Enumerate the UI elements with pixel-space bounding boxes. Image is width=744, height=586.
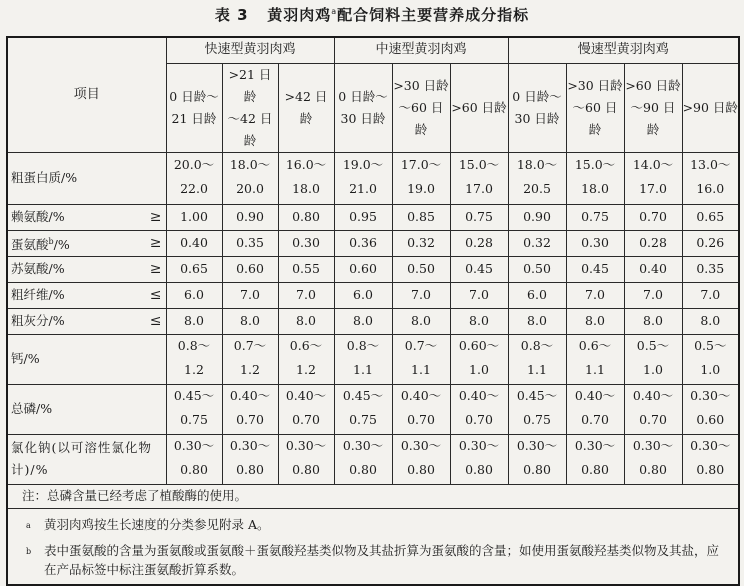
table-cell (222, 334, 278, 384)
stage-header (222, 63, 278, 152)
table-cell (566, 384, 624, 434)
row-label (7, 256, 166, 282)
cell-line: 0.6～ (578, 338, 612, 354)
table-title (0, 4, 744, 25)
cell-line: 0.80 (236, 462, 264, 478)
row-label (7, 204, 166, 230)
table-cell: 0.26 (682, 230, 739, 256)
group-fast: 快速型黄羽肉鸡 (166, 37, 334, 63)
cell-line: 19.0～ (342, 157, 384, 172)
table-cell (392, 334, 450, 384)
stage-line: ～90 日龄 (630, 99, 676, 137)
table-cell: 0.40 (166, 230, 222, 256)
cell-line: 0.80 (581, 462, 609, 478)
cell-line: 18.0 (292, 181, 320, 196)
title-suffix: 配合饲料主要营养成分指标 (337, 6, 530, 24)
cell-line: 0.75 (523, 412, 551, 428)
cell-line: 0.30～ (342, 438, 384, 454)
table-cell: 8.0 (624, 308, 682, 334)
cell-line: 15.0～ (574, 157, 616, 172)
table-cell: 6.0 (166, 282, 222, 308)
table-row (7, 434, 739, 484)
comparison-operator: ≥ (149, 209, 162, 225)
cell-line: 0.75 (349, 412, 377, 428)
table-cell (166, 152, 222, 204)
table-cell (682, 334, 739, 384)
table-cell (682, 384, 739, 434)
row-label-text: 赖氨酸/% (11, 209, 65, 224)
cell-line: 0.70 (236, 412, 264, 428)
table-cell: 0.28 (624, 230, 682, 256)
stage-line: 30 日龄 (514, 110, 560, 126)
cell-line: 0.70 (292, 412, 320, 428)
table-cell (392, 384, 450, 434)
table-cell (624, 334, 682, 384)
cell-line: 20.0～ (173, 157, 215, 172)
stage-line: >42 日龄 (284, 88, 328, 126)
cell-line: 0.6～ (289, 338, 323, 354)
table-cell: 0.95 (334, 204, 392, 230)
stage-line: ～42 日龄 (227, 110, 273, 148)
title-main: 黄羽肉鸡 (267, 6, 332, 24)
group-slow: 慢速型黄羽肉鸡 (508, 37, 739, 63)
cell-line: 17.0 (465, 181, 493, 196)
table-cell: 8.0 (682, 308, 739, 334)
comparison-operator: ≤ (149, 287, 162, 304)
table-cell: 8.0 (566, 308, 624, 334)
cell-line: 0.8～ (346, 338, 380, 354)
table-cell (278, 152, 334, 204)
cell-line: 0.30～ (400, 438, 442, 454)
table-cell (278, 334, 334, 384)
table-cell: 8.0 (508, 308, 566, 334)
stage-line: 0 日龄～ (338, 88, 388, 104)
title-footnote-mark: a (331, 7, 338, 16)
cell-line: 0.30～ (173, 438, 215, 454)
comparison-operator: ≤ (149, 313, 162, 330)
cell-line: 1.0 (469, 362, 489, 378)
table-cell: 0.90 (508, 204, 566, 230)
cell-line: 0.80 (180, 462, 208, 478)
stage-line: ～60 日龄 (398, 99, 444, 137)
footnote-mark: b (48, 236, 54, 246)
table-cell (222, 434, 278, 484)
cell-line: 0.30～ (516, 438, 558, 454)
cell-line: 0.30～ (458, 438, 500, 454)
cell-line: 17.0～ (400, 157, 442, 172)
table-cell (508, 384, 566, 434)
footnote (26, 512, 734, 538)
cell-line: 18.0～ (229, 157, 271, 172)
table-cell (278, 384, 334, 434)
nutrient-table (6, 36, 740, 586)
table-cell (450, 434, 508, 484)
table-cell: 0.50 (392, 256, 450, 282)
table-cell: 0.32 (392, 230, 450, 256)
table-cell (222, 384, 278, 434)
table-cell: 0.65 (682, 204, 739, 230)
stage-line: 21 日龄 (171, 110, 217, 126)
cell-line: 0.60 (696, 412, 725, 428)
cell-line: 0.5～ (636, 338, 670, 354)
table-cell: 0.40 (624, 256, 682, 282)
table-cell (166, 384, 222, 434)
table-cell: 0.45 (566, 256, 624, 282)
table-cell: 7.0 (566, 282, 624, 308)
row-label (7, 384, 166, 434)
cell-line: 0.8～ (520, 338, 554, 354)
stage-line: 30 日龄 (340, 110, 386, 126)
table-cell: 0.85 (392, 204, 450, 230)
cell-line: 0.40～ (458, 388, 500, 404)
cell-line: 1.1 (527, 362, 547, 378)
cell-line: 1.1 (353, 362, 373, 378)
table-row (7, 384, 739, 434)
stage-header (566, 63, 624, 152)
cell-line: 16.0～ (285, 157, 327, 172)
table-cell: 8.0 (392, 308, 450, 334)
stage-line: 0 日龄～ (169, 88, 219, 104)
table-cell (450, 334, 508, 384)
cell-line: 1.2 (184, 362, 204, 378)
table-cell: 7.0 (624, 282, 682, 308)
cell-line: 13.0～ (690, 157, 731, 172)
row-label-text: 钙/% (11, 351, 40, 367)
table-cell: 0.90 (222, 204, 278, 230)
cell-line: 0.75 (180, 412, 208, 428)
table-cell (334, 384, 392, 434)
row-label: 蛋氨酸$^b$/% ≥ (7, 230, 166, 256)
cell-line: 0.80 (696, 462, 725, 478)
cell-line: 0.80 (523, 462, 551, 478)
stage-line: >30 日龄 (393, 77, 449, 93)
footnotes (7, 508, 739, 585)
cell-line: 0.30～ (690, 388, 731, 404)
row-label (7, 152, 166, 204)
cell-line: 0.60～ (458, 338, 500, 354)
cell-line: 0.7～ (233, 338, 267, 354)
table-cell (222, 152, 278, 204)
table-cell: 0.30 (566, 230, 624, 256)
row-label-text: 粗纤维/% (11, 287, 65, 303)
stage-line: 0 日龄～ (512, 88, 562, 104)
stage-header (166, 63, 222, 152)
stage-header (450, 63, 508, 152)
cell-line: 0.70 (581, 412, 609, 428)
stage-header (682, 63, 739, 152)
cell-line: 0.8～ (177, 338, 211, 354)
stage-line: >60 日龄 (625, 77, 681, 93)
row-label-text: 氯化钠(以可溶性氯化物计)/% (11, 440, 152, 478)
table-cell: 8.0 (334, 308, 392, 334)
row-label (7, 334, 166, 384)
cell-line: 0.5～ (694, 338, 727, 354)
cell-line: 0.30～ (632, 438, 674, 454)
stage-line: >30 日龄 (567, 77, 623, 93)
stage-line: >60 日龄 (451, 99, 507, 115)
cell-line: 0.70 (465, 412, 493, 428)
cell-line: 0.30～ (285, 438, 327, 454)
table-cell: 7.0 (222, 282, 278, 308)
table-cell: 8.0 (166, 308, 222, 334)
table-cell (392, 434, 450, 484)
cell-line: 0.45～ (342, 388, 384, 404)
table-cell: 0.75 (566, 204, 624, 230)
table-cell (682, 434, 739, 484)
table-cell: 1.00 (166, 204, 222, 230)
cell-line: 0.40～ (574, 388, 616, 404)
row-label (7, 282, 166, 308)
row-label-text: 蛋氨酸 (11, 236, 49, 252)
cell-line: 20.5 (523, 181, 551, 196)
table-cell: 8.0 (450, 308, 508, 334)
table-cell: 7.0 (682, 282, 739, 308)
cell-line: 0.70 (407, 412, 435, 428)
table-cell (334, 434, 392, 484)
table-cell (278, 434, 334, 484)
cell-line: 0.45～ (516, 388, 558, 404)
table-cell (624, 434, 682, 484)
cell-line: 14.0～ (632, 157, 674, 172)
cell-line: 0.40～ (229, 388, 271, 404)
table-cell (392, 152, 450, 204)
table-cell: 7.0 (278, 282, 334, 308)
footnote-mark: a (26, 520, 31, 530)
cell-line: 0.80 (639, 462, 667, 478)
cell-line: 1.1 (411, 362, 431, 378)
cell-line: 0.40～ (400, 388, 442, 404)
row-unit: % (57, 236, 70, 252)
table-cell: 0.60 (222, 256, 278, 282)
table-row (7, 282, 739, 308)
cell-line: 1.2 (240, 362, 260, 378)
table-cell (508, 334, 566, 384)
cell-line: 0.30～ (574, 438, 616, 454)
cell-line: 15.0～ (458, 157, 500, 172)
cell-line: 1.2 (296, 362, 316, 378)
table-cell (566, 334, 624, 384)
header-item: 项目 (7, 37, 166, 152)
stage-line: ～60 日龄 (572, 99, 618, 137)
cell-line: 0.80 (292, 462, 320, 478)
comparison-operator: ≥ (149, 235, 162, 252)
table-cell (166, 334, 222, 384)
stage-line: >21 日龄 (228, 66, 272, 104)
table-cell: 0.50 (508, 256, 566, 282)
table-cell: 0.55 (278, 256, 334, 282)
table-cell: 0.70 (624, 204, 682, 230)
table-cell: 0.60 (334, 256, 392, 282)
table-row (7, 308, 739, 334)
table-cell (334, 334, 392, 384)
cell-line: 16.0 (696, 181, 725, 196)
cell-line: 21.0 (349, 181, 377, 196)
table-cell: 0.45 (450, 256, 508, 282)
table-cell (508, 434, 566, 484)
table-cell: 0.32 (508, 230, 566, 256)
cell-line: 1.0 (643, 362, 663, 378)
table-row (7, 152, 739, 204)
table-cell: 0.28 (450, 230, 508, 256)
table-number: 表 3 (214, 6, 249, 24)
stage-header (508, 63, 566, 152)
table-cell: 0.35 (682, 256, 739, 282)
cell-line: 0.80 (407, 462, 435, 478)
cell-line: 0.70 (639, 412, 667, 428)
cell-line: 0.7～ (404, 338, 438, 354)
table-cell: 7.0 (392, 282, 450, 308)
stage-line: >90 日龄 (682, 99, 738, 115)
stage-header (278, 63, 334, 152)
table-cell: 6.0 (508, 282, 566, 308)
table-row (7, 256, 739, 282)
table-cell (566, 152, 624, 204)
table-cell: 0.30 (278, 230, 334, 256)
cell-line: 17.0 (639, 181, 667, 196)
stage-header (334, 63, 392, 152)
table-cell (624, 152, 682, 204)
cell-line: 1.0 (700, 362, 721, 378)
table-cell: 0.36 (334, 230, 392, 256)
footnote-mark: b (26, 546, 32, 556)
table-cell: 0.75 (450, 204, 508, 230)
stage-header (624, 63, 682, 152)
comparison-operator: ≥ (149, 261, 162, 278)
table-row (7, 204, 739, 230)
row-label-text: 苏氨酸/% (11, 261, 65, 277)
cell-line: 0.80 (465, 462, 493, 478)
cell-line: 18.0～ (516, 157, 558, 172)
cell-line: 0.40～ (632, 388, 674, 404)
table-cell: 0.80 (278, 204, 334, 230)
footnote-text: 表中蛋氨酸的含量为蛋氨酸或蛋氨酸＋蛋氨酸羟基类似物及其盐折算为蛋氨酸的含量；如使用蛋氨酸羟基类似物及其盐，应在产品标签中标注蛋氨酸折算系数。 (44, 542, 720, 577)
group-medium: 中速型黄羽肉鸡 (334, 37, 508, 63)
table-cell (624, 384, 682, 434)
table-cell: 7.0 (450, 282, 508, 308)
row-label (7, 434, 166, 484)
table-cell: 8.0 (222, 308, 278, 334)
footnote-text: 黄羽肉鸡按生长速度的分类参见附录 A。 (44, 516, 270, 532)
cell-line: 0.45～ (173, 388, 215, 404)
footnote (26, 538, 734, 582)
table-row (7, 230, 739, 256)
row-label (7, 308, 166, 334)
cell-line: 22.0 (180, 181, 208, 196)
table-cell: 0.65 (166, 256, 222, 282)
table-cell (566, 434, 624, 484)
table-cell (450, 384, 508, 434)
cell-line: 19.0 (407, 181, 435, 196)
row-label-text: 总磷/% (11, 401, 53, 417)
table-note: 注：总磷含量已经考虑了植酸酶的使用。 (7, 484, 739, 508)
cell-line: 0.40～ (285, 388, 327, 404)
stage-header (392, 63, 450, 152)
table-cell (166, 434, 222, 484)
table-cell (682, 152, 739, 204)
table-cell (508, 152, 566, 204)
cell-line: 18.0 (581, 181, 609, 196)
cell-line: 0.30～ (690, 438, 731, 454)
row-label-text: 粗灰分/% (11, 313, 65, 329)
cell-line: 20.0 (236, 181, 264, 196)
cell-line: 0.30～ (229, 438, 271, 454)
row-label-text: 粗蛋白质/% (11, 170, 78, 185)
table-cell (450, 152, 508, 204)
table-cell: 0.35 (222, 230, 278, 256)
table-cell: 8.0 (278, 308, 334, 334)
cell-line: 1.1 (585, 362, 605, 378)
cell-line: 0.80 (349, 462, 377, 478)
table-cell (334, 152, 392, 204)
table-row (7, 334, 739, 384)
table-cell: 6.0 (334, 282, 392, 308)
